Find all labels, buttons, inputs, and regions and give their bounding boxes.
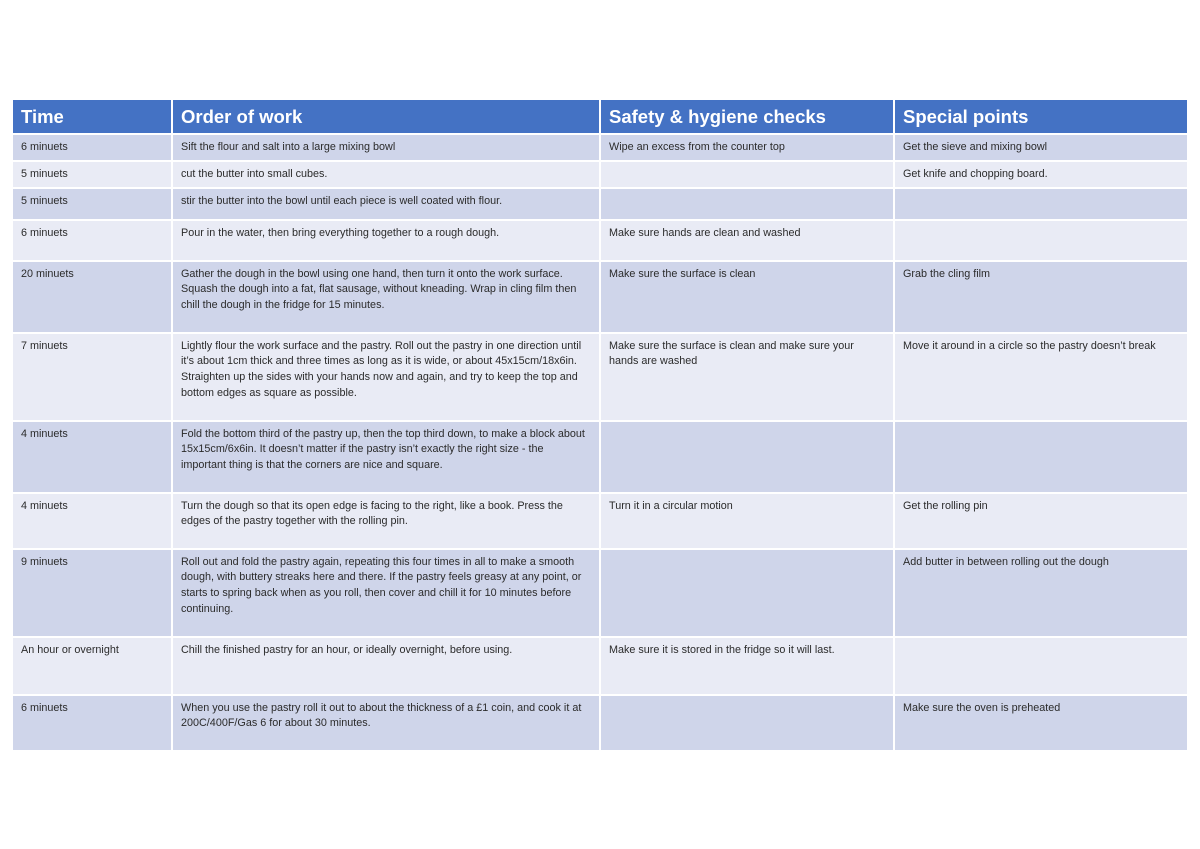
cell-special-points: Get the sieve and mixing bowl <box>894 134 1187 161</box>
cell-special-points: Make sure the oven is preheated <box>894 695 1187 751</box>
cell-order-of-work: Roll out and fold the pastry again, repeating this four times in all to make a smooth dough, with buttery streaks here and there. If the pastry feels greasy at any point, or starts to spring back when as you roll, then cover and chill it for 10 minutes before continuing. <box>172 549 600 637</box>
cell-time: 5 minuets <box>13 161 172 188</box>
header-special-points: Special points <box>894 100 1187 134</box>
cell-special-points <box>894 188 1187 220</box>
cell-special-points: Add butter in between rolling out the dough <box>894 549 1187 637</box>
cell-time: 6 minuets <box>13 220 172 261</box>
cell-order-of-work: Pour in the water, then bring everything together to a rough dough. <box>172 220 600 261</box>
cell-order-of-work: Chill the finished pastry for an hour, or ideally overnight, before using. <box>172 637 600 695</box>
cell-special-points <box>894 421 1187 493</box>
table-row <box>13 493 1187 549</box>
cell-safety-hygiene <box>600 421 894 493</box>
cell-special-points <box>894 220 1187 261</box>
cell-safety-hygiene: Make sure it is stored in the fridge so it will last. <box>600 637 894 695</box>
cell-order-of-work: Turn the dough so that its open edge is facing to the right, like a book. Press the edges of the pastry together with the rolling pin. <box>172 493 600 549</box>
header-order-of-work: Order of work <box>172 100 600 134</box>
cell-order-of-work: cut the butter into small cubes. <box>172 161 600 188</box>
cell-special-points: Get the rolling pin <box>894 493 1187 549</box>
table-row <box>13 220 1187 261</box>
cell-order-of-work: Sift the flour and salt into a large mixing bowl <box>172 134 600 161</box>
cell-special-points <box>894 637 1187 695</box>
table-row <box>13 161 1187 188</box>
cell-order-of-work: Lightly flour the work surface and the pastry. Roll out the pastry in one direction until it’s about 1cm thick and three times as long as it is wide, or about 45x15cm/18x6in. Straighten up the sides with your hands now and again, and try to keep the top and bottom edges as square as possible. <box>172 333 600 421</box>
cell-time: 5 minuets <box>13 188 172 220</box>
cell-time: 6 minuets <box>13 134 172 161</box>
table-row <box>13 261 1187 333</box>
table-row <box>13 695 1187 751</box>
cell-time: 4 minuets <box>13 493 172 549</box>
cell-time: 6 minuets <box>13 695 172 751</box>
table-row <box>13 637 1187 695</box>
cell-safety-hygiene: Make sure the surface is clean and make sure your hands are washed <box>600 333 894 421</box>
header-safety-hygiene: Safety & hygiene checks <box>600 100 894 134</box>
document-page <box>13 100 1187 752</box>
cell-time: 4 minuets <box>13 421 172 493</box>
cell-special-points: Get knife and chopping board. <box>894 161 1187 188</box>
cell-order-of-work: stir the butter into the bowl until each piece is well coated with flour. <box>172 188 600 220</box>
table-row <box>13 549 1187 637</box>
table-row <box>13 134 1187 161</box>
header-time: Time <box>13 100 172 134</box>
cell-safety-hygiene <box>600 188 894 220</box>
cell-time: 9 minuets <box>13 549 172 637</box>
header-row <box>13 100 1187 134</box>
cell-safety-hygiene: Wipe an excess from the counter top <box>600 134 894 161</box>
cell-time: 20 minuets <box>13 261 172 333</box>
cell-order-of-work: When you use the pastry roll it out to about the thickness of a £1 coin, and cook it at 200C/400F/Gas 6 for about 30 minutes. <box>172 695 600 751</box>
time-plan-table <box>13 100 1187 752</box>
cell-safety-hygiene <box>600 549 894 637</box>
cell-safety-hygiene <box>600 695 894 751</box>
table-row <box>13 188 1187 220</box>
cell-special-points: Grab the cling film <box>894 261 1187 333</box>
cell-safety-hygiene: Turn it in a circular motion <box>600 493 894 549</box>
cell-safety-hygiene: Make sure hands are clean and washed <box>600 220 894 261</box>
cell-safety-hygiene: Make sure the surface is clean <box>600 261 894 333</box>
cell-safety-hygiene <box>600 161 894 188</box>
cell-order-of-work: Gather the dough in the bowl using one hand, then turn it onto the work surface. Squash the dough into a fat, flat sausage, without kneading. Wrap in cling film then chill the dough in the fridge for 15 minutes. <box>172 261 600 333</box>
cell-order-of-work: Fold the bottom third of the pastry up, then the top third down, to make a block about 15x15cm/6x6in. It doesn’t matter if the pastry isn’t exactly the right size - the important thing is that the corners are nice and square. <box>172 421 600 493</box>
table-row <box>13 421 1187 493</box>
cell-time: An hour or overnight <box>13 637 172 695</box>
table-row <box>13 333 1187 421</box>
cell-special-points: Move it around in a circle so the pastry doesn’t break <box>894 333 1187 421</box>
cell-time: 7 minuets <box>13 333 172 421</box>
